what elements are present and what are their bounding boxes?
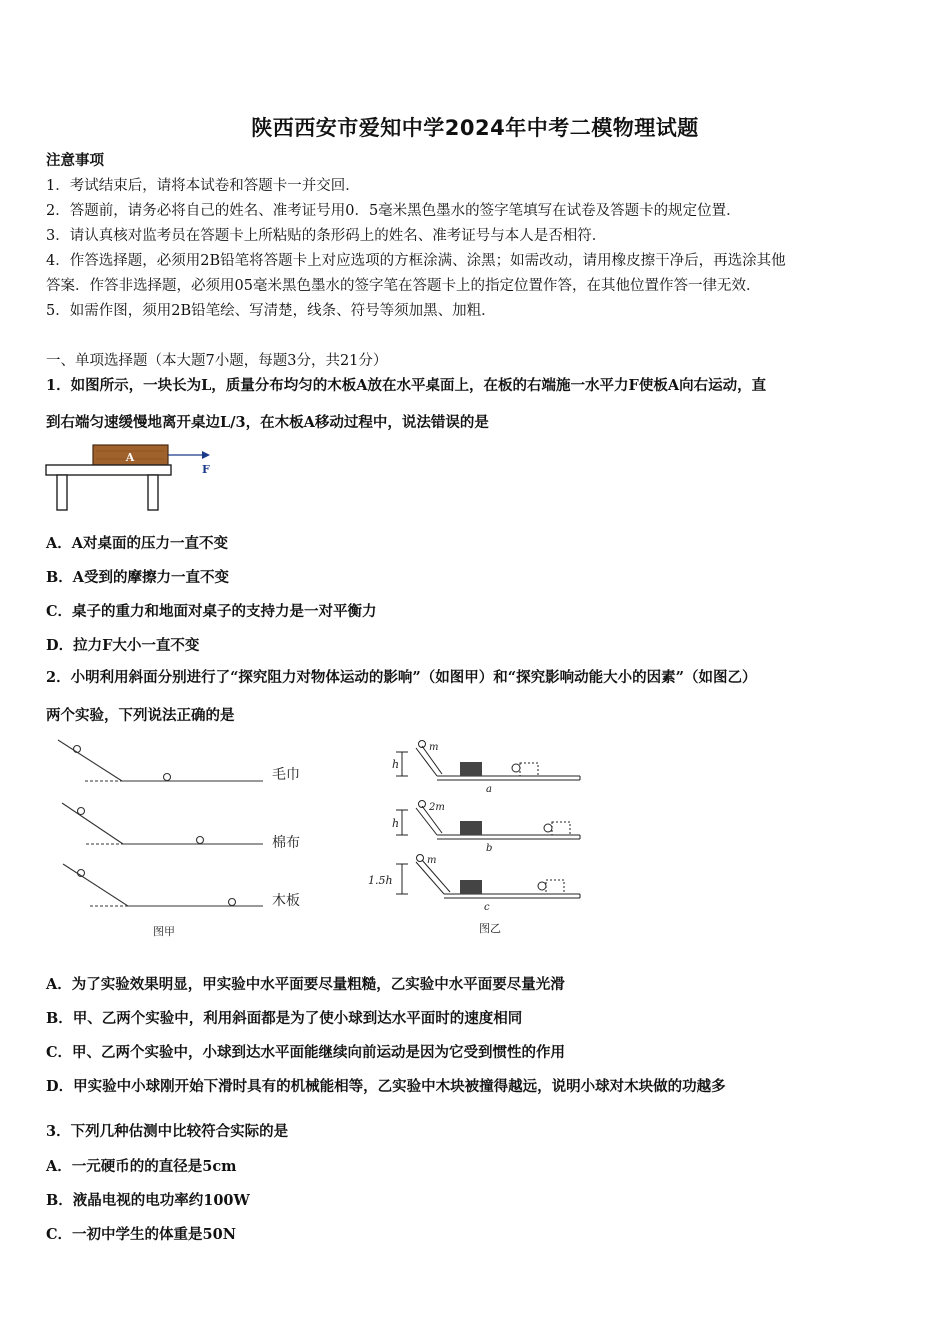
panel-label: a (486, 784, 492, 795)
figure-yi (362, 738, 587, 938)
page-title: 陕西西安市爱知中学2024年中考二模物理试题 (251, 116, 699, 140)
height-label: 1.5h (368, 874, 393, 887)
q1-option-a[interactable]: A．A对桌面的压力一直不变 (46, 535, 228, 552)
notice-item: 2．答题前，请务必将自己的姓名、准考证号用0．5毫米黑色墨水的签字笔填写在试卷及答题卡的规定位置． (46, 203, 741, 219)
notice-item: 3．请认真核对监考员在答题卡上所粘贴的条形码上的姓名、准考证号与本人是否相符． (46, 228, 607, 244)
ball (74, 746, 81, 753)
q3-option-a[interactable]: A．一元硬币的的直径是5cm (46, 1158, 237, 1175)
figure-caption: 图甲 (153, 925, 175, 938)
table-leg-right (148, 475, 158, 510)
q1-option-d[interactable]: D．拉力F大小一直不变 (46, 637, 200, 654)
block-label: A (125, 451, 135, 464)
ball (78, 808, 85, 815)
panel-label: b (486, 843, 493, 854)
table-top (46, 465, 171, 475)
notice-item: 4．作答选择题，必须用2B铅笔将答题卡上对应选项的方框涂满、涂黑；如需改动，请用橡皮擦干净后，再选涂其他 (46, 253, 786, 269)
force-label: F (202, 463, 210, 476)
notice-item: 5．如需作图，须用2B铅笔绘、写清楚，线条、符号等须加黑、加粗． (46, 303, 496, 319)
q2-stem-line2: 两个实验，下列说法正确的是 (46, 707, 235, 724)
figure-caption: 图乙 (479, 922, 501, 935)
surface-label-towel: 毛巾 (272, 767, 300, 783)
wood-block (460, 880, 482, 894)
panel-label: c (484, 902, 490, 913)
q1-stem-line2: 到右端匀速缓慢地离开桌边L/3，在木板A移动过程中，说法错误的是 (46, 414, 489, 431)
q1-table-figure (44, 440, 224, 515)
q2-option-b[interactable]: B．甲、乙两个实验中，利用斜面都是为了使小球到达水平面时的速度相同 (46, 1010, 523, 1027)
q2-option-d[interactable]: D．甲实验中小球刚开始下滑时具有的机械能相等，乙实验中木块被撞得越远，说明小球对木块做的功越多 (46, 1078, 726, 1095)
notice-item: 答案．作答非选择题，必须用05毫米黑色墨水的签字笔在答题卡上的指定位置作答，在其他位置作答一律无效． (46, 278, 761, 294)
q1-stem-line1: 1．如图所示，一块长为L，质量分布均匀的木板A放在水平桌面上，在板的右端施一水平力F使板A向右运动，直 (46, 377, 767, 394)
section-heading: 一、单项选择题（本大题7小题，每题3分，共21分） (46, 353, 388, 369)
ball (229, 899, 236, 906)
figure-jia (50, 735, 320, 945)
q3-option-c[interactable]: C．一初中学生的体重是50N (46, 1226, 236, 1243)
q3-stem: 3．下列几种估测中比较符合实际的是 (46, 1123, 289, 1140)
ball (164, 774, 171, 781)
height-label: h (392, 817, 400, 830)
ball (197, 837, 204, 844)
mass-label: 2m (429, 802, 445, 813)
wood-block (460, 821, 482, 835)
mass-label: m (429, 742, 439, 753)
notice-heading: 注意事项 (46, 152, 104, 169)
notice-item: 1．考试结束后，请将本试卷和答题卡一并交回． (46, 178, 360, 194)
q1-option-b[interactable]: B．A受到的摩擦力一直不变 (46, 569, 230, 586)
q2-stem-line1: 2．小明利用斜面分别进行了“探究阻力对物体运动的影响”（如图甲）和“探究影响动能大小的因素”（如图乙） (46, 669, 757, 686)
height-label: h (392, 758, 400, 771)
q2-option-c[interactable]: C．甲、乙两个实验中，小球到达水平面能继续向前运动是因为它受到惯性的作用 (46, 1044, 566, 1061)
wood-block (460, 762, 482, 776)
surface-label-cotton: 棉布 (272, 835, 300, 851)
surface-label-wood: 木板 (272, 893, 300, 909)
table-leg-left (57, 475, 67, 510)
q3-option-b[interactable]: B．液晶电视的电功率约100W (46, 1192, 250, 1209)
mass-label: m (427, 855, 437, 866)
q1-option-c[interactable]: C．桌子的重力和地面对桌子的支持力是一对平衡力 (46, 603, 377, 620)
q2-option-a[interactable]: A．为了实验效果明显，甲实验中水平面要尽量粗糙，乙实验中水平面要尽量光滑 (46, 976, 565, 993)
